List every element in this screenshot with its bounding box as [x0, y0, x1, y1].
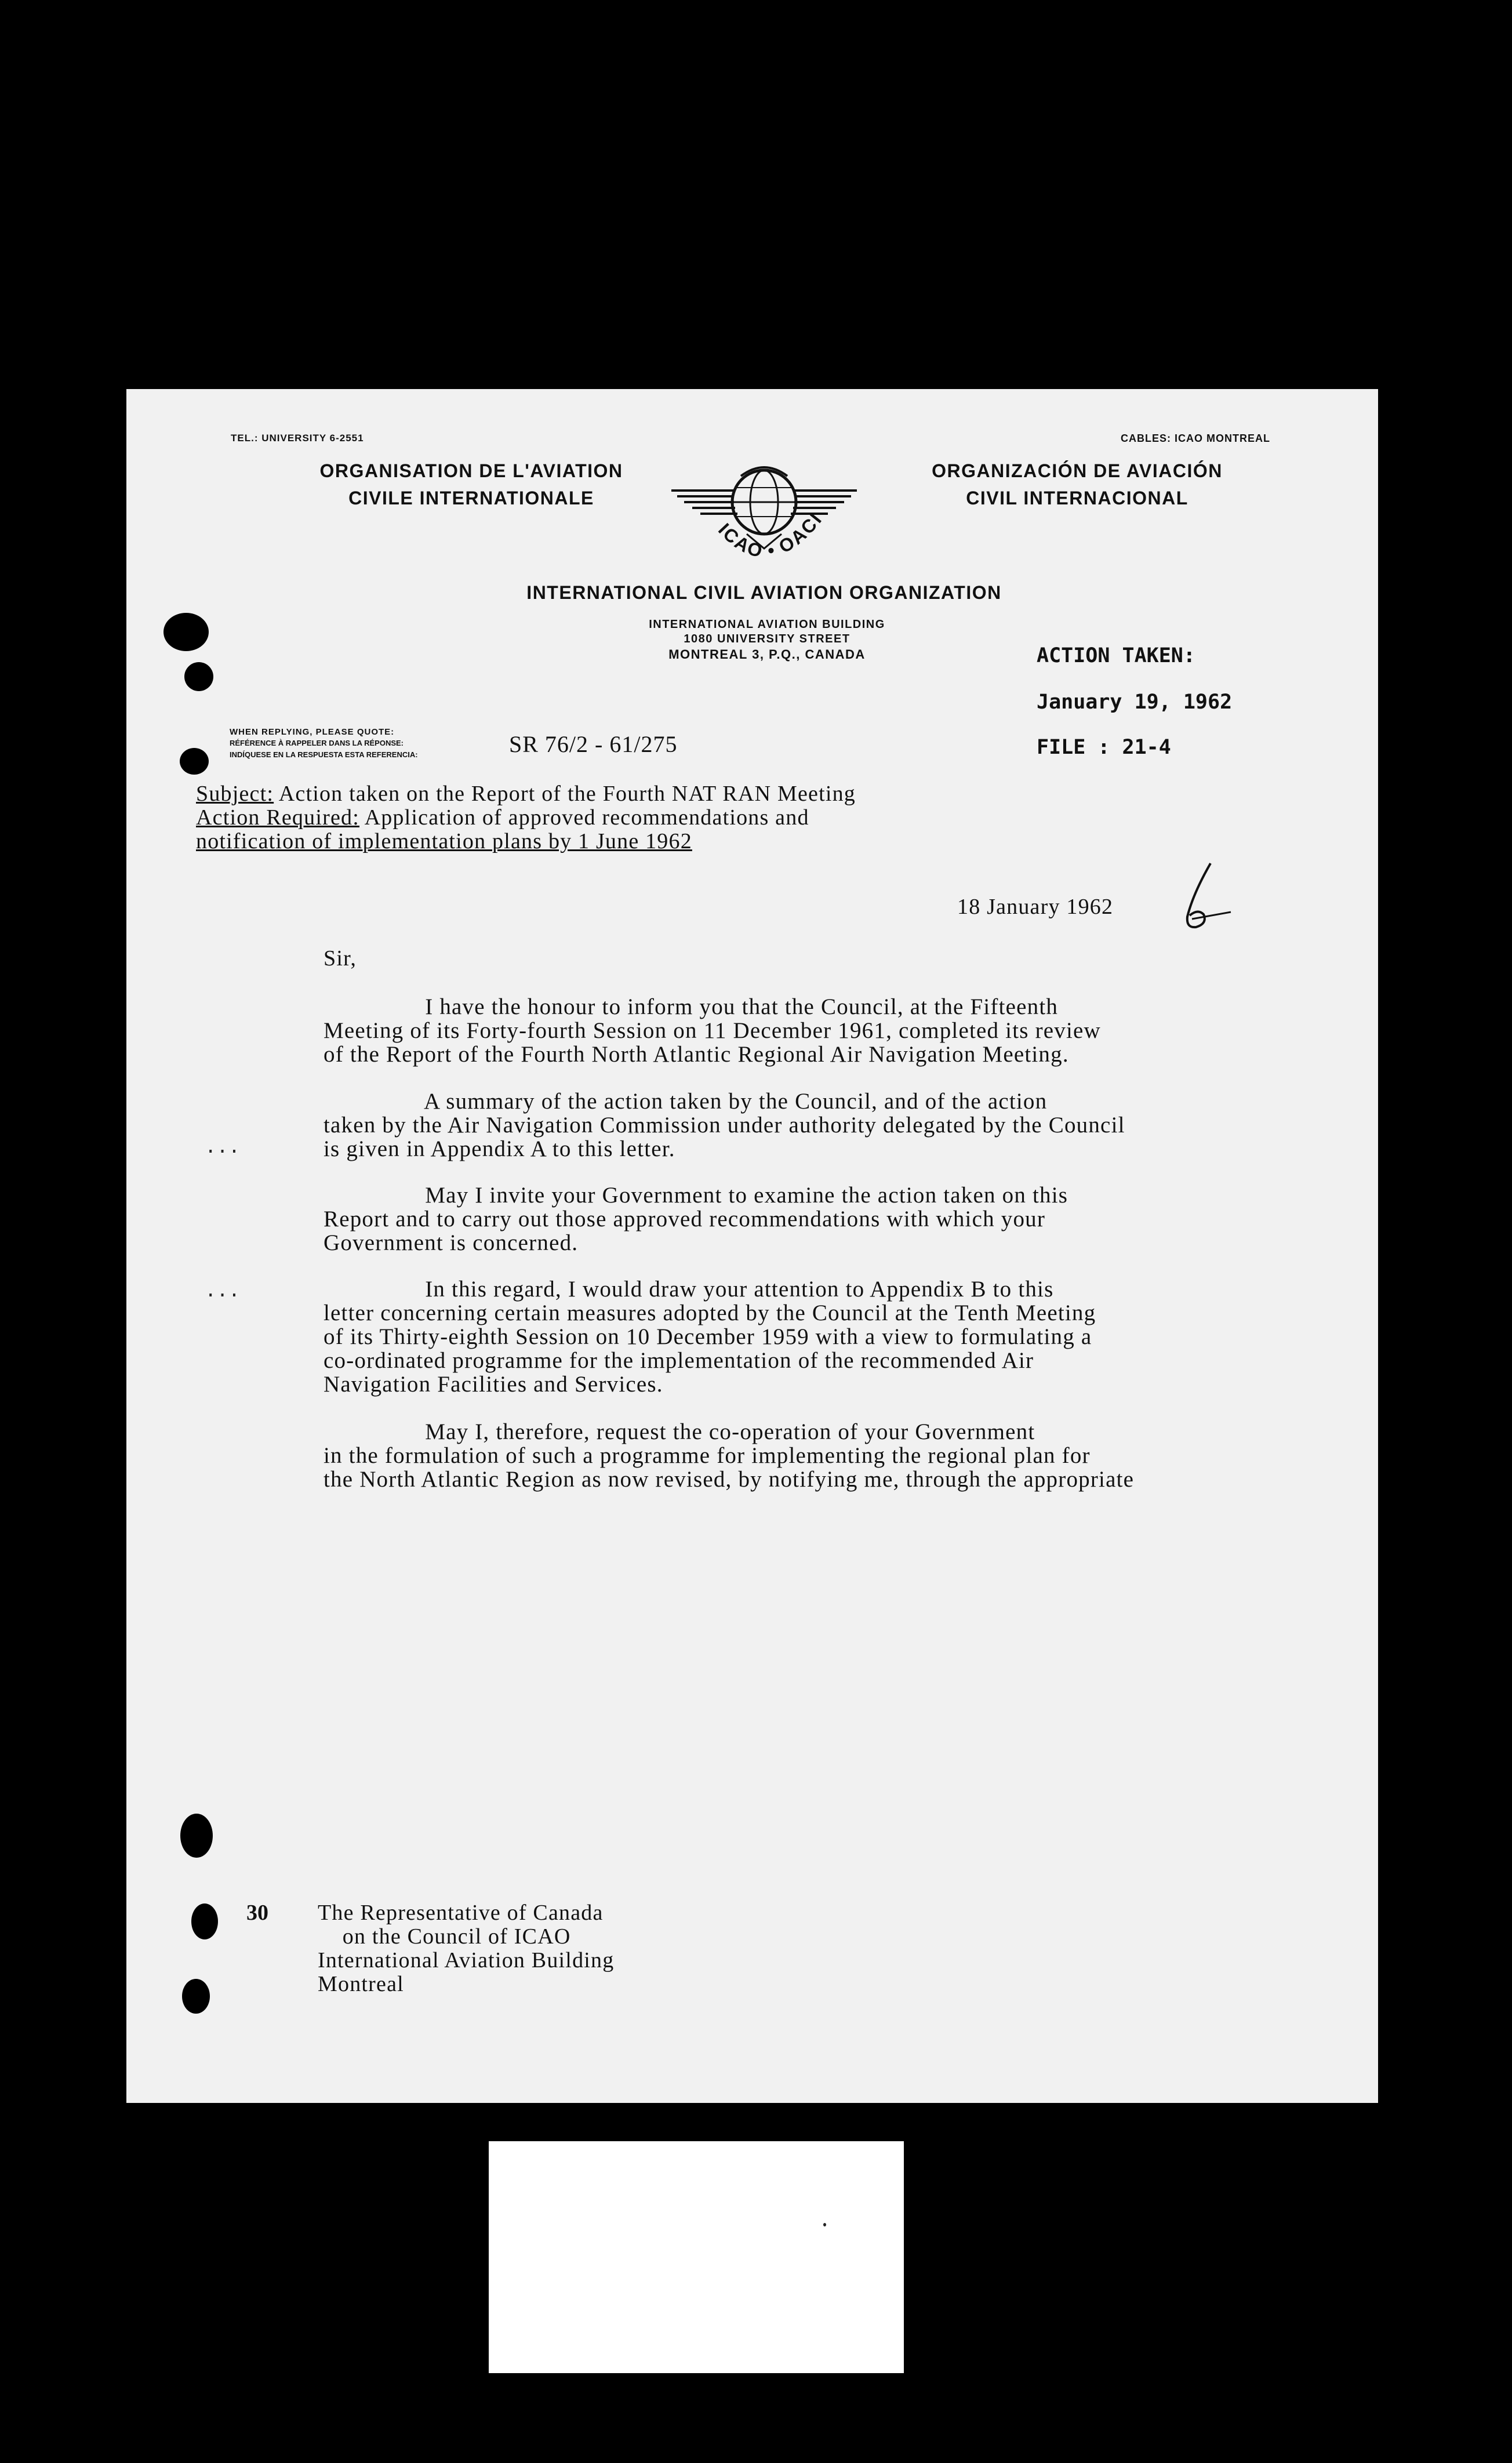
letter-date: 18 January 1962	[957, 895, 1114, 919]
reply-instruction-fr: RÉFÉRENCE À RAPPELER DANS LA RÉPONSE:	[230, 739, 404, 747]
reply-instruction-en: WHEN REPLYING, PLEASE QUOTE:	[230, 727, 395, 737]
icao-emblem-icon	[666, 435, 863, 575]
dust-speck	[823, 2223, 826, 2226]
punch-hole	[191, 1903, 218, 1939]
action-taken-date: January 19, 1962	[1037, 691, 1233, 714]
paragraph-4: In this regard, I would draw your attention to Appendix B to this letter concerning certain measures adopted by the Council at the Tenth Meeting of its Thirty-eighth Session on 10 December 1959 with a view to formulating a co-ordinated programme for the implementation of the recommended Air Navigation Facilities and Services.	[324, 1277, 1096, 1397]
addressee-number: 30	[246, 1901, 268, 1925]
action-required-line	[196, 805, 809, 830]
org-name-french-line2: CIVILE INTERNATIONALE	[348, 488, 594, 508]
action-taken-label: ACTION TAKEN:	[1037, 644, 1195, 667]
reference-number: SR 76/2 - 61/275	[509, 731, 678, 757]
cables-line: CABLES: ICAO MONTREAL	[1121, 433, 1270, 444]
action-required-text-line2: notification of implementation plans by 1 June 1962	[196, 829, 692, 853]
addressee-line1: The Representative of Canada	[318, 1901, 604, 1925]
paragraph-1: I have the honour to inform you that the Council, at the Fifteenth Meeting of its Forty-fourth Session on 11 December 1961, completed its review of the Report of the Fourth North Atlantic Regional Air Navigation Meeting.	[324, 994, 1101, 1067]
addressee-line2: on the Council of ICAO	[318, 1924, 571, 1949]
emblem-text: ICAO • OACI	[714, 508, 827, 562]
punch-hole	[180, 748, 209, 775]
punch-hole	[163, 613, 209, 651]
salutation: Sir,	[324, 946, 357, 971]
handwritten-mark	[1170, 859, 1234, 934]
org-name-spanish-line2: CIVIL INTERNACIONAL	[966, 488, 1188, 508]
subject-text: Action taken on the Report of the Fourth NAT RAN Meeting	[278, 782, 856, 806]
org-name-english: INTERNATIONAL CIVIL AVIATION ORGANIZATION	[526, 582, 1002, 603]
address-line3: MONTREAL 3, P.Q., CANADA	[668, 647, 866, 662]
margin-mark: ...	[205, 1137, 241, 1159]
address-line1: INTERNATIONAL AVIATION BUILDING	[649, 618, 885, 631]
punch-hole	[184, 662, 213, 691]
paragraph-3: May I invite your Government to examine the action taken on this Report and to carry out those approved recommendations with which your Government is concerned.	[324, 1183, 1068, 1255]
white-label-area	[489, 2141, 904, 2373]
address-line2: 1080 UNIVERSITY STREET	[684, 633, 850, 645]
addressee-line4: Montreal	[318, 1972, 404, 1996]
subject-label: Subject:	[196, 782, 274, 806]
paragraph-5: May I, therefore, request the co-operation of your Government in the formulation of such a programme for implementing the regional plan for the North Atlantic Region as now revised, by notifying me, through the appropriate	[324, 1419, 1135, 1492]
punch-hole	[182, 1979, 210, 2014]
letter-page	[126, 389, 1378, 2103]
file-number: FILE : 21-4	[1037, 736, 1171, 759]
org-name-spanish-line1: ORGANIZACIÓN DE AVIACIÓN	[932, 460, 1223, 481]
reply-instruction-es: INDÍQUESE EN LA RESPUESTA ESTA REFERENCIA:	[230, 750, 418, 759]
addressee-line3: International Aviation Building	[318, 1948, 615, 1972]
margin-mark: ...	[205, 1281, 241, 1303]
action-required-text: Application of approved recommendations and	[364, 805, 809, 830]
org-name-french-line1: ORGANISATION DE L'AVIATION	[319, 460, 623, 481]
punch-hole	[180, 1814, 213, 1858]
telephone-line: TEL.: UNIVERSITY 6-2551	[231, 433, 364, 444]
paragraph-2: A summary of the action taken by the Council, and of the action taken by the Air Navigation Commission under authority delegated by the Council is given in Appendix A to this letter.	[324, 1089, 1125, 1161]
action-required-label: Action Required:	[196, 805, 359, 830]
subject-line	[196, 781, 856, 807]
